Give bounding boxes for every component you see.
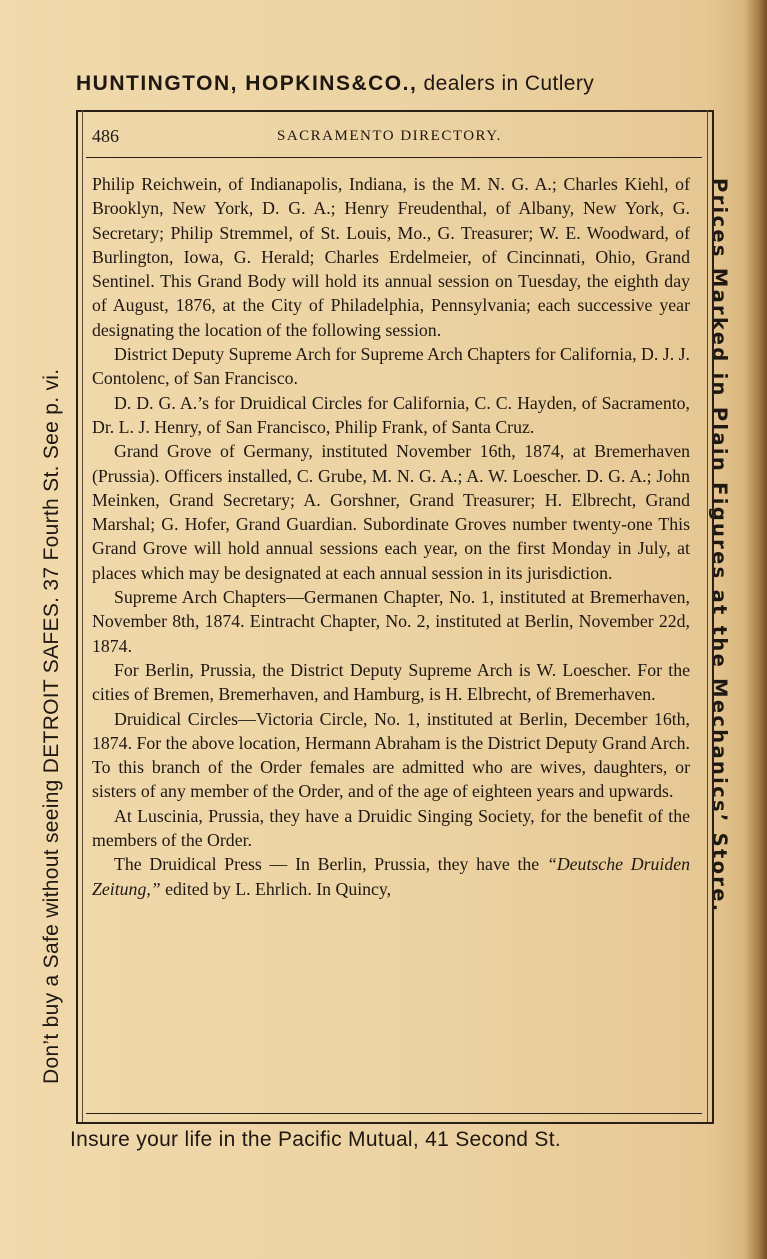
footer-divider (86, 1113, 702, 1114)
paragraph: For Berlin, Prussia, the District Deputy Supreme Arch is W. Loescher. For the cities of Bremen, Bremerhaven, and Hamburg, is H. Elbrecht, of Bremerhaven. (92, 659, 690, 705)
bottom-advertisement: Insure your life in the Pacific Mutual, 41 Second St. (70, 1128, 561, 1151)
last-paragraph-end: edited by L. Ehrlich. In Quincy, (160, 878, 392, 899)
last-paragraph-start: The Druidical Press — In Berlin, Prussia, they have the (114, 854, 547, 875)
top-advertisement (76, 72, 726, 108)
page-number: 486 (92, 126, 119, 146)
running-title: SACRAMENTO DIRECTORY. (277, 128, 502, 144)
paragraph: Druidical Circles—Victoria Circle, No. 1, instituted at Berlin, December 16th, 1874. For the above location, Hermann Abraham is the District Deputy Grand Arch. To this branch of the Order females are admitted who are wives, daughters, or sisters of any member of the Order, and of the age of eighteen years and upwards. (92, 708, 690, 802)
top-ad-company: HUNTINGTON, HOPKINS&CO., (76, 72, 418, 95)
paragraph: District Deputy Supreme Arch for Supreme Arch Chapters for California, D. J. J. Contolenc, of San Francisco. (92, 344, 690, 389)
left-advertisement: Don’t buy a Safe without seeing DETROIT SAFES. 37 Fourth St. See p. vi. (40, 368, 63, 1084)
paragraph: At Luscinia, Prussia, they have a Druidic Singing Society, for the benefit of the members of the Order. (92, 805, 690, 851)
directory-text (92, 172, 690, 1112)
paragraph: Philip Reichwein, of Indianapolis, Indiana, is the M. N. G. A.; Charles Kiehl, of Brooklyn, New York, D. G. A.; Henry Freudenthal, of Albany, New York, G. Secretary; Philip Stremmel, of St. Louis, Mo., G. Treasurer; W. E. Woodward, of Burlington, Iowa, G. Herald; Charles Erdelmeier, of Cincinnati, Ohio, Grand Sentinel. This Grand Body will hold its annual session on Tuesday, the eighth day of August, 1876, at the City of Philadelphia, Pennsylvania; each successive year designating the location of the following session. (92, 174, 690, 340)
header-divider (86, 157, 702, 158)
paragraph: D. D. G. A.’s for Druidical Circles for California, C. C. Hayden, of Sacramento, Dr. L. J. Henry, of San Francisco, Philip Frank, of Santa Cruz. (92, 392, 690, 437)
last-paragraph (92, 852, 690, 901)
right-advertisement: Prices Marked in Plain Figures at the Mechanics’ Store. (708, 178, 731, 914)
top-ad-trade: dealers in Cutlery (423, 72, 595, 95)
paragraph: Grand Grove of Germany, instituted November 16th, 1874, at Bremerhaven (Prussia). Officers installed, C. Grube, M. N. G. A.; A. W. Loescher. D. G. A.; John Meinken, Grand Secretary; A. Gorshner, Grand Treasurer; H. Elbrecht, Grand Marshal; G. Hofer, Grand Guardian. Subordinate Groves number twenty-one This Grand Grove will hold annual sessions each year, on the first Monday in July, at places which may be designated at each annual session in its jurisdiction. (92, 441, 690, 583)
newspaper-title: “Deutsche Druiden Zeitung,” (92, 854, 690, 899)
paragraph: Supreme Arch Chapters—Germanen Chapter, No. 1, instituted at Bremerhaven, November 8th, 1874. Eintracht Chapter, No. 2, instituted at Berlin, November 22d, 1874. (92, 587, 690, 656)
book-spine-edge (745, 0, 767, 1259)
page-header (92, 126, 692, 154)
